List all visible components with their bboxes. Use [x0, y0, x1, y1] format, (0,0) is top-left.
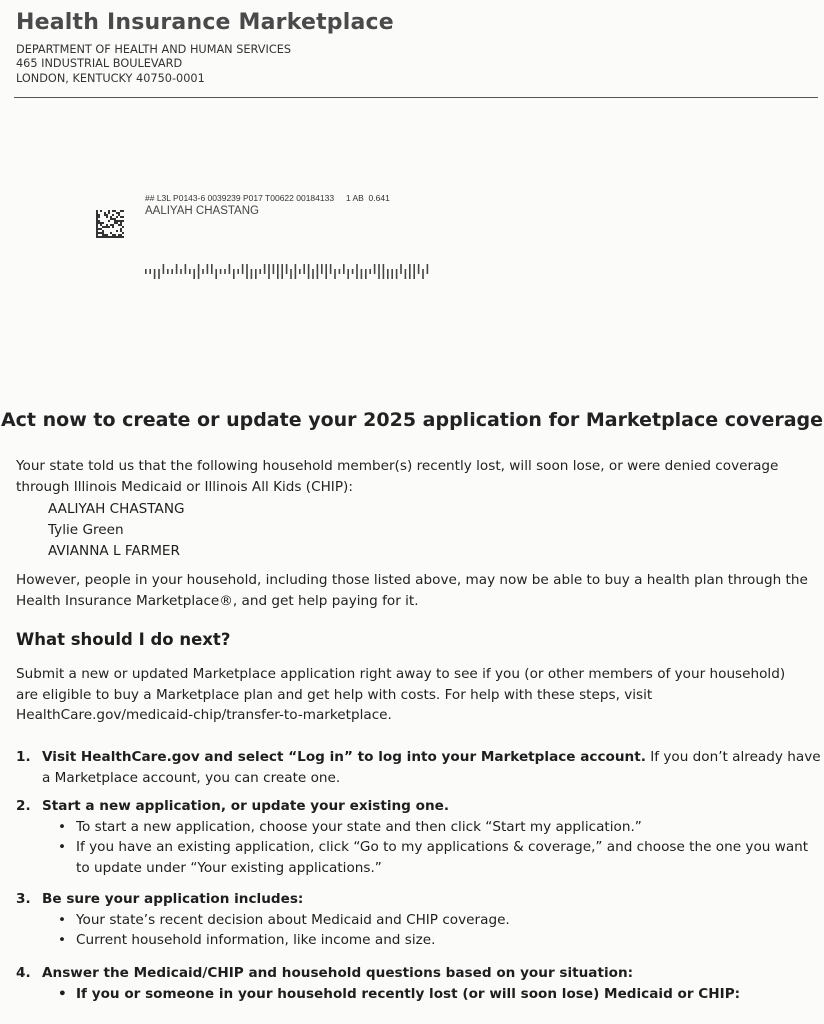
step-number: 1.: [16, 749, 31, 765]
member-name: Tylie Green: [48, 522, 124, 538]
step-number: 3.: [16, 891, 31, 907]
step-bullet: • Current household information, like income and size.: [56, 930, 822, 951]
step-bullet: • To start a new application, choose your state and then click “Start my application.”: [56, 817, 822, 838]
step-number: 2.: [16, 798, 31, 814]
step-2: [16, 796, 822, 878]
mailing-code: ## L3L P0143-6 0039239 P017 T00622 00184133 1 AB 0.641: [145, 193, 390, 203]
next-steps-paragraph: Submit a new or updated Marketplace application right away to see if you (or other members of your household) are eligible to buy a Marketplace plan and get help with costs. For help with these steps, visit HealthCare.gov/medicaid-chip/transfer-to-marketplace.: [16, 666, 786, 723]
letter-heading: Act now to create or update your 2025 application for Marketplace coverage: [0, 409, 824, 431]
address-line-1: DEPARTMENT OF HEALTH AND HUMAN SERVICES: [16, 43, 292, 56]
postal-barcode-icon: [145, 264, 433, 279]
address-line-2: 465 INDUSTRIAL BOULEVARD: [16, 57, 183, 70]
step-title: Start a new application, or update your existing one.: [42, 798, 450, 814]
step-bullet: • If you or someone in your household recently lost (or will soon lose) Medicaid or CHIP:: [56, 984, 822, 1005]
step-title: Answer the Medicaid/CHIP and household questions based on your situation:: [42, 965, 634, 981]
step-title: Visit HealthCare.gov and select “Log in” to log into your Marketplace account.: [42, 749, 646, 765]
step-text: If you don’t already have a Marketplace account, you can create one.: [42, 749, 821, 786]
marketplace-title: Health Insurance Marketplace: [16, 10, 394, 35]
header-divider: [14, 97, 818, 98]
address-line-3: LONDON, KENTUCKY 40750-0001: [16, 72, 205, 85]
datamatrix-code-icon: [96, 210, 124, 238]
step-title: Be sure your application includes:: [42, 891, 304, 907]
member-name: AALIYAH CHASTANG: [48, 501, 185, 517]
step-bullet: • If you have an existing application, click “Go to my applications & coverage,” and choose the one you want to update under “Your existing applications.”: [56, 837, 822, 878]
step-3: [16, 889, 822, 951]
recipient-name: AALIYAH CHASTANG: [145, 205, 259, 217]
member-name: AVIANNA L FARMER: [48, 543, 180, 559]
step-number: 4.: [16, 965, 31, 981]
however-paragraph: However, people in your household, including those listed above, may now be able to buy a health plan through the Health Insurance Marketplace®, and get help paying for it.: [16, 572, 808, 609]
intro-paragraph: Your state told us that the following household member(s) recently lost, will soon lose, or were denied coverage through Illinois Medicaid or Illinois All Kids (CHIP):: [16, 458, 779, 495]
step-4: [16, 963, 822, 1004]
step-1: [16, 747, 822, 788]
next-steps-heading: What should I do next?: [16, 630, 231, 649]
step-bullet: • Your state’s recent decision about Medicaid and CHIP coverage.: [56, 910, 822, 931]
